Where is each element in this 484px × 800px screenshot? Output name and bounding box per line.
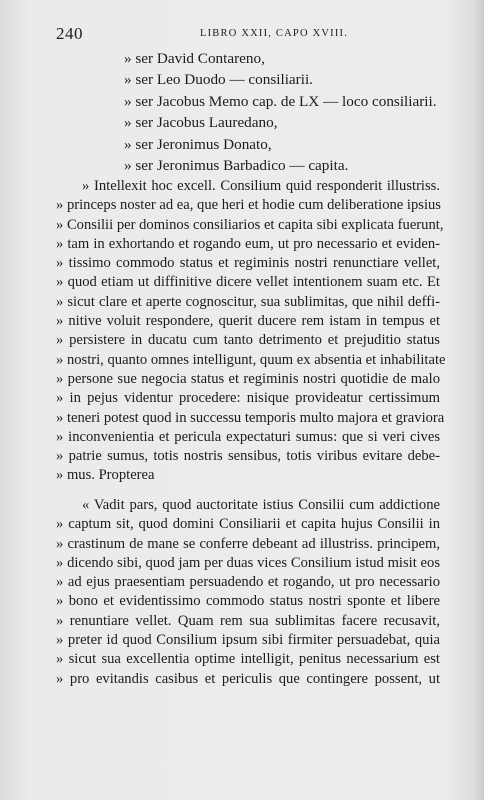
list-item: » ser Leo Duodo — consiliarii. xyxy=(124,71,313,89)
text-line: » bono et evidentissimo commodo status nostri sponte et libere xyxy=(56,593,440,610)
text-line: » teneri potest quod in successu temporis multo majora et graviora xyxy=(56,409,445,426)
page-edge-shadow xyxy=(474,0,484,800)
list-item: » ser Jeronimus Donato, xyxy=(124,135,272,153)
text-line: » princeps noster ad ea, que heri et hodie cum deliberatione ipsius xyxy=(56,197,441,214)
list-item: » ser Jeronimus Barbadico — capita. xyxy=(124,156,349,174)
page-number: 240 xyxy=(56,24,83,43)
text-line: » in pejus videntur procedere: nisique provideatur certissimum xyxy=(56,390,440,407)
paragraph-intellexit xyxy=(56,177,446,486)
text-line: » quod etiam ut diffinitive dicere vellet intentionem suam etc. Et xyxy=(56,274,440,291)
list-item: » ser David Contareno, xyxy=(124,50,265,67)
text-line: » pro evitandis casibus et periculis que contingere possent, ut xyxy=(56,670,440,687)
text-line: » Intellexit hoc excell. Consilium quid responderit illustriss. xyxy=(82,178,440,194)
text-line: » tam in exhortando et rogando eum, ut pro necessario et eviden- xyxy=(56,235,440,252)
text-line: » sicut sua excellentia optime intelligit, penitus necessarium est xyxy=(56,651,440,668)
list-item: » ser Jacobus Lauredano, xyxy=(124,114,278,132)
text-line: » Consilii per dominos consiliarios et capita sibi explicata fuerunt, xyxy=(56,216,444,233)
council-members-list xyxy=(124,48,437,176)
text-line: » dicendo sibi, quod jam per duas vices Consilium istud misit eos xyxy=(56,554,440,571)
page-header xyxy=(0,20,484,44)
text-line: » crastinum de mane se conferre debeant ad illustriss. principem, xyxy=(56,535,440,552)
text-line: » captum sit, quod domini Consiliarii et capita hujus Consilii in xyxy=(56,516,440,533)
list-item: » ser Jacobus Memo cap. de LX — loco consiliarii. xyxy=(124,92,437,110)
text-line: » sicut clare et aperte cognoscitur, sua sublimitas, que nihil deffi- xyxy=(56,293,440,310)
text-line: » nitive voluit respondere, querit ducere rem istam in tempus et xyxy=(56,313,440,330)
text-line: « Vadit pars, quod auctoritate istius Consilii cum addictione xyxy=(82,497,440,513)
text-line: » renuntiare vellet. Quam rem sua sublimitas facere recusavit, xyxy=(56,612,440,629)
text-line: » patrie sumus, totis nostris sensibus, totis viribus evitare debe- xyxy=(56,448,440,465)
paragraph-vadit-pars xyxy=(56,496,440,689)
text-line: » nostri, quanto omnes intelligunt, quum ex absentia et inhabilitate xyxy=(56,351,446,368)
text-line: » inconvenientia et pericula expectaturi sumus: que si veri cives xyxy=(56,428,440,445)
text-line: » mus. Propterea xyxy=(56,467,155,484)
text-line: » preter id quod Consilium ipsum sibi firmiter persuadebat, quia xyxy=(56,632,440,649)
running-head: LIBRO XXII, CAPO XVIII. xyxy=(200,28,349,39)
text-line: » tissimo commodo status et regiminis nostri renunctiare vellet, xyxy=(56,255,440,272)
text-line: » ad ejus praesentiam persuadendo et rogando, ut pro necessario xyxy=(56,574,440,591)
text-line: » persistere in ducatu cum tanto detrimento et prejuditio status xyxy=(56,332,440,349)
text-line: » persone sue negocia status et regiminis nostri quotidie de malo xyxy=(56,370,440,387)
